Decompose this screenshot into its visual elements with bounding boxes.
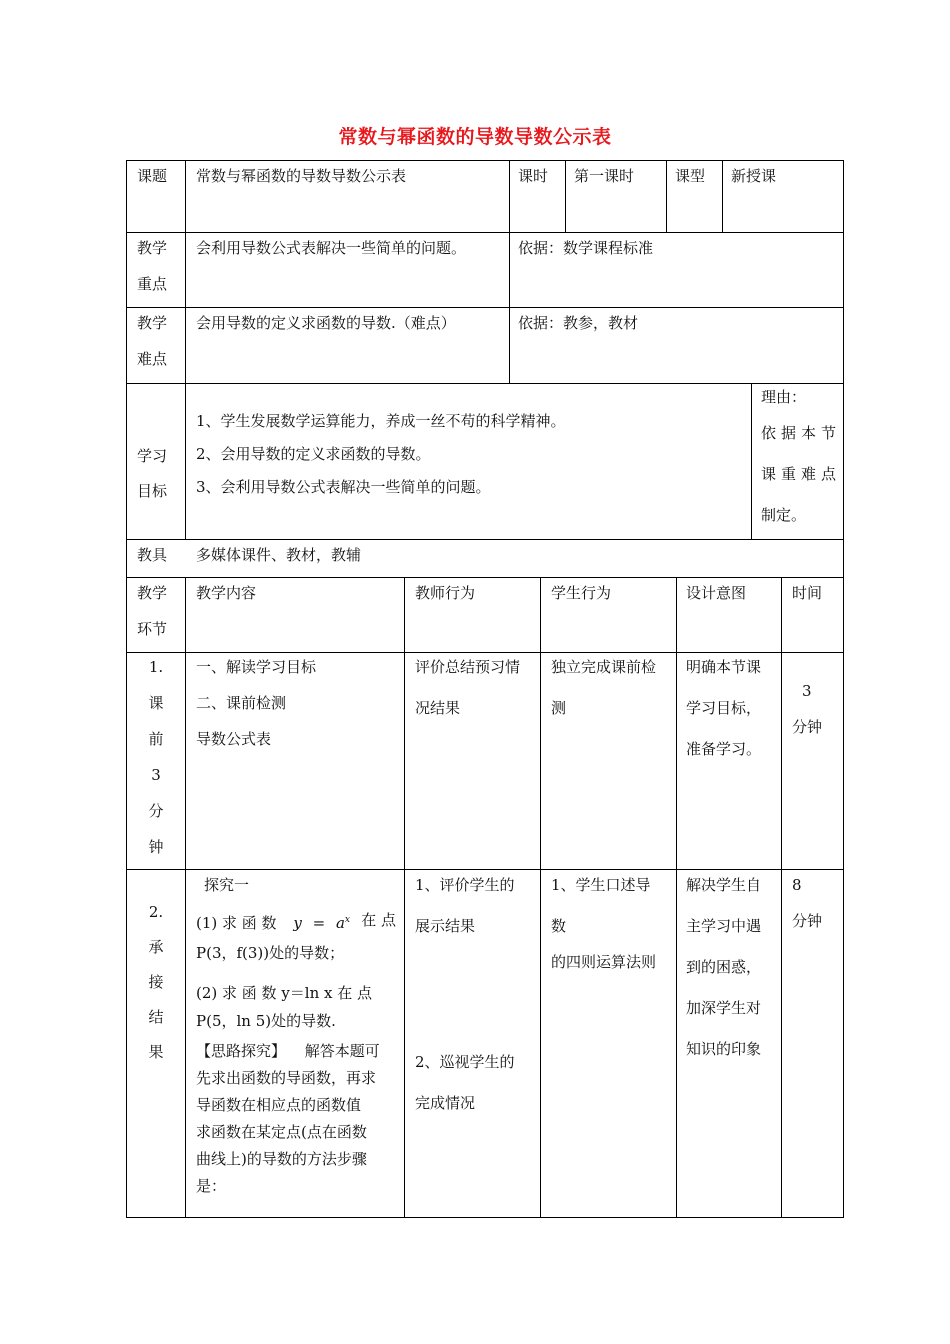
row1-teacher: 况结果: [415, 699, 461, 717]
row2-intent: 加深学生对: [686, 999, 762, 1017]
row2-student: 的四则运算法则: [551, 953, 657, 971]
row2-teacher: 完成情况: [415, 1094, 476, 1112]
row-divider: [127, 383, 843, 384]
topic-label: 课题: [137, 167, 168, 185]
row2-teacher: 2、巡视学生的: [415, 1053, 515, 1071]
row1-stage: 前: [148, 730, 164, 748]
goals-label-1: 学习: [137, 447, 168, 465]
document-title: 常数与幂函数的导数导数公示表: [338, 126, 612, 148]
col-divider: [751, 383, 752, 539]
goals-reason-1: 理由：: [761, 388, 807, 406]
key-point-basis: 依据：数学课程标准: [518, 239, 654, 257]
row1-intent: 明确本节课: [686, 658, 762, 676]
goal-item: 2、会用导数的定义求函数的导数。: [196, 445, 431, 463]
type-label: 课型: [675, 167, 706, 185]
key-point-label-2: 重点: [137, 275, 168, 293]
row1-time: 分钟: [792, 718, 823, 736]
row1-student: 独立完成课前检: [551, 658, 657, 676]
row2-student: 数: [551, 917, 567, 935]
row2-stage: 2.: [148, 903, 164, 921]
row2-time: 分钟: [792, 912, 823, 930]
row2-hint-line: 导函数在相应点的函数值: [196, 1096, 362, 1114]
col-stage-2: 环节: [137, 620, 168, 638]
difficulty-label-1: 教学: [137, 314, 168, 332]
row2-stage: 果: [148, 1043, 164, 1061]
row2-hint-text: 解答本题可: [304, 1042, 380, 1060]
row2-intent: 解决学生自: [686, 876, 762, 894]
goals-reason-2: 依据本节: [761, 424, 836, 442]
row2-hint-heading: 【思路探究】: [196, 1042, 287, 1060]
row2-question-2b: P(5，ln 5)处的导数.: [196, 1012, 336, 1030]
col-teacher: 教师行为: [415, 584, 476, 602]
lesson-plan-table: [126, 160, 844, 1218]
row1-content: 导数公式表: [196, 730, 272, 748]
difficulty-text: 会用导数的定义求函数的导数.（难点）: [196, 314, 456, 332]
row2-intent: 主学习中遇: [686, 917, 762, 935]
goals-reason-4: 制定。: [761, 506, 807, 524]
difficulty-basis: 依据：教参，教材: [518, 314, 639, 332]
col-divider: [722, 161, 723, 232]
col-divider: [540, 577, 541, 1217]
col-divider: [404, 577, 405, 1217]
col-content: 教学内容: [196, 584, 257, 602]
topic-value: 常数与幂函数的导数导数公示表: [196, 167, 407, 185]
col-divider: [509, 161, 510, 383]
row2-intent: 知识的印象: [686, 1040, 762, 1058]
row2-question-1b: P(3，f(3))处的导数；: [196, 944, 345, 962]
row2-time: 8: [792, 876, 802, 894]
row2-hint-line: 求函数在某定点(点在函数: [196, 1123, 367, 1141]
row2-hint-line: 曲线上)的导数的方法步骤: [196, 1150, 367, 1168]
col-divider: [565, 161, 566, 232]
row1-stage: 课: [148, 694, 164, 712]
row2-hint-line: 是：: [196, 1177, 227, 1195]
difficulty-label-2: 难点: [137, 350, 168, 368]
row1-stage: 1.: [148, 658, 164, 676]
col-student: 学生行为: [551, 584, 612, 602]
tools-value: 多媒体课件、教材，教辅: [196, 546, 362, 564]
row2-stage: 承: [148, 938, 164, 956]
row2-question-2a: (2) 求 函 数 y＝ln x 在 点: [196, 984, 373, 1002]
period-label: 课时: [518, 167, 549, 185]
col-divider: [781, 577, 782, 1217]
row2-question-1a: (1) 求 函 数 $y = a^x$ 在 点: [196, 911, 396, 932]
row2-stage: 结: [148, 1008, 164, 1026]
goal-item: 3、会利用导数公式表解决一些简单的问题。: [196, 478, 491, 496]
period-value: 第一课时: [574, 167, 635, 185]
row1-student: 测: [551, 699, 567, 717]
col-intent: 设计意图: [686, 584, 747, 602]
goals-reason-3: 课重难点: [761, 465, 836, 483]
row2-teacher: 展示结果: [415, 917, 476, 935]
row1-intent: 准备学习。: [686, 740, 762, 758]
row1-stage: 钟: [148, 838, 164, 856]
row2-stage: 接: [148, 973, 164, 991]
row2-hint-line: 先求出函数的导函数，再求: [196, 1069, 377, 1087]
col-divider: [676, 577, 677, 1217]
row2-intent: 到的困惑，: [686, 958, 762, 976]
col-divider: [185, 577, 186, 1217]
row1-stage: 3: [151, 766, 161, 784]
row1-content: 一、解读学习目标: [196, 658, 317, 676]
row2-heading: 探究一: [204, 876, 250, 894]
row1-content: 二、课前检测: [196, 694, 287, 712]
col-divider: [666, 161, 667, 232]
goal-item: 1、学生发展数学运算能力，养成一丝不苟的科学精神。: [196, 412, 566, 430]
row1-stage: 分: [148, 802, 164, 820]
type-value: 新授课: [731, 167, 777, 185]
col-stage-1: 教学: [137, 584, 168, 602]
tools-label: 教具: [137, 546, 168, 564]
key-point-label-1: 教学: [137, 239, 168, 257]
col-time: 时间: [792, 584, 823, 602]
goals-label-2: 目标: [137, 482, 168, 500]
row1-teacher: 评价总结预习情: [415, 658, 521, 676]
row1-time: 3: [802, 682, 812, 700]
col-divider: [185, 161, 186, 539]
row2-student: 1、学生口述导: [551, 876, 651, 894]
row1-intent: 学习目标，: [686, 699, 762, 717]
row2-teacher: 1、评价学生的: [415, 876, 515, 894]
key-point-text: 会利用导数公式表解决一些简单的问题。: [196, 239, 467, 257]
